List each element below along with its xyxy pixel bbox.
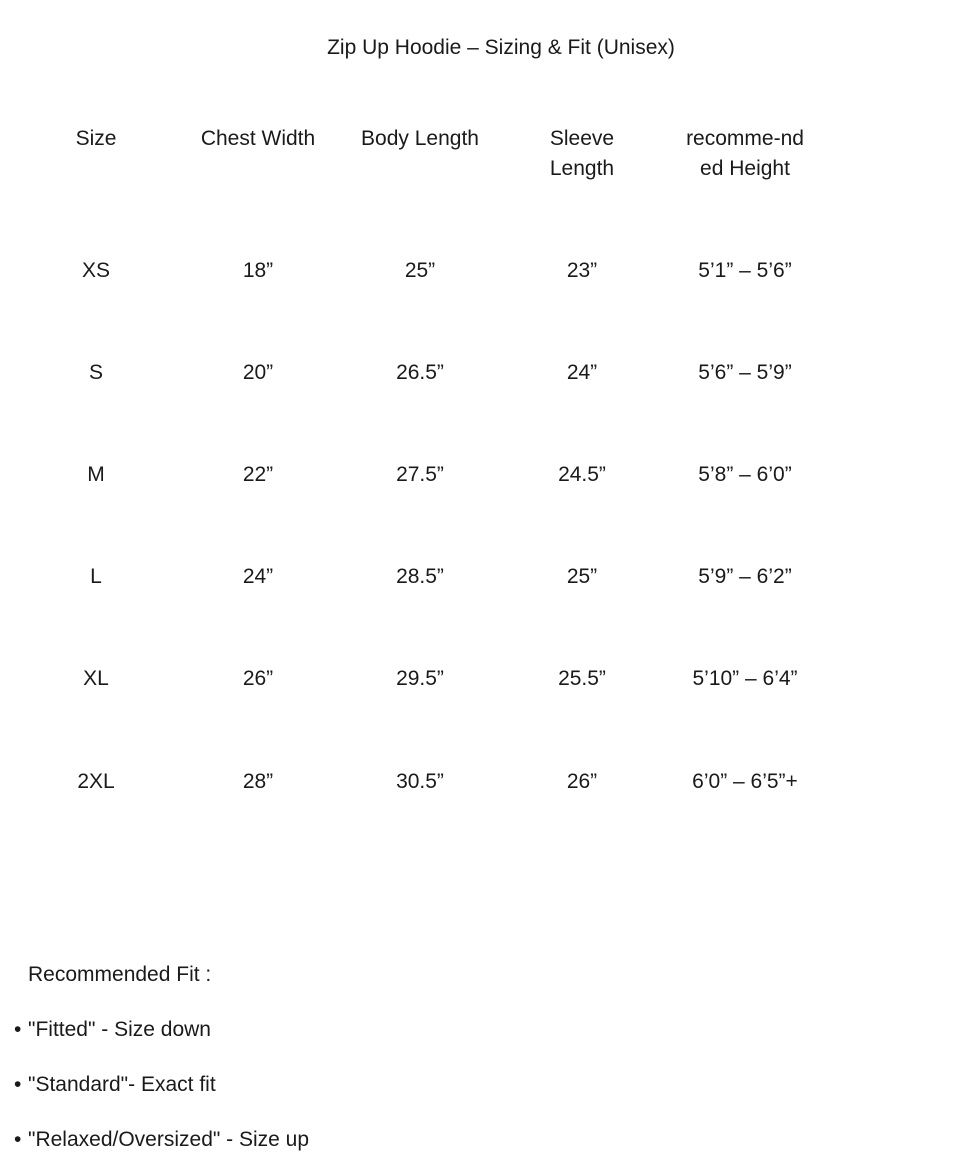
- list-item: [14, 1125, 309, 1155]
- fit-item-relaxed: "Relaxed/Oversized" - Size up: [28, 1128, 310, 1151]
- header-size-label: Size: [75, 127, 117, 150]
- cell-recommended-height: 5’10” – 6’4”: [692, 667, 798, 690]
- fit-item-standard: "Standard"- Exact fit: [28, 1073, 216, 1096]
- cell-sleeve-length: 25.5”: [558, 667, 606, 690]
- cell-chest-width: 24”: [242, 565, 274, 588]
- header-body-length: [361, 124, 479, 154]
- cell-size: XL: [83, 667, 109, 690]
- cell-chest-width: 28”: [242, 770, 274, 793]
- cell-recommended-height: 5’8” – 6’0”: [698, 463, 792, 486]
- page-title: Zip Up Hoodie – Sizing & Fit (Unisex): [327, 36, 675, 59]
- cell-chest-width: 26”: [242, 667, 274, 690]
- header-sleeve-length-line2: Length: [549, 157, 615, 180]
- bullet-icon: •: [14, 1073, 22, 1096]
- cell-chest-width: 20”: [242, 361, 274, 384]
- cell-sleeve-length: 24.5”: [558, 463, 606, 486]
- header-sleeve-length-line1: Sleeve: [549, 127, 615, 150]
- cell-size: 2XL: [77, 770, 115, 793]
- header-sleeve-length: [550, 124, 614, 184]
- header-chest-width-label: Chest Width: [200, 127, 316, 150]
- cell-body-length: 26.5”: [396, 361, 444, 384]
- cell-body-length: 25”: [404, 259, 436, 282]
- bullet-icon: •: [14, 1018, 22, 1041]
- cell-sleeve-length: 23”: [566, 259, 598, 282]
- header-recommended-height-line1: recomme-nd: [686, 127, 804, 150]
- cell-body-length: 27.5”: [396, 463, 444, 486]
- cell-sleeve-length: 26”: [566, 770, 598, 793]
- cell-sleeve-length: 24”: [566, 361, 598, 384]
- list-item: [14, 1015, 211, 1045]
- cell-size: XS: [81, 259, 111, 282]
- fit-item-fitted: "Fitted" - Size down: [28, 1018, 211, 1041]
- cell-sleeve-length: 25”: [566, 565, 598, 588]
- recommended-fit-heading: Recommended Fit :: [28, 963, 212, 986]
- cell-size: M: [87, 463, 105, 486]
- cell-size: S: [88, 361, 104, 384]
- cell-chest-width: 18”: [242, 259, 274, 282]
- list-item: [14, 1070, 216, 1100]
- cell-recommended-height: 5’1” – 5’6”: [698, 259, 792, 282]
- header-recommended-height-line2: ed Height: [700, 157, 790, 180]
- cell-body-length: 28.5”: [396, 565, 444, 588]
- cell-chest-width: 22”: [242, 463, 274, 486]
- cell-body-length: 30.5”: [396, 770, 444, 793]
- bullet-icon: •: [14, 1128, 22, 1151]
- cell-size: L: [90, 565, 102, 588]
- header-chest-width: [201, 124, 315, 154]
- header-body-length-label: Body Length: [361, 127, 479, 150]
- cell-recommended-height: 5’9” – 6’2”: [698, 565, 792, 588]
- cell-recommended-height: 6’0” – 6’5”+: [692, 770, 798, 793]
- header-size: [76, 124, 117, 154]
- cell-body-length: 29.5”: [396, 667, 444, 690]
- cell-recommended-height: 5’6” – 5’9”: [698, 361, 792, 384]
- header-recommended-height: [686, 124, 804, 184]
